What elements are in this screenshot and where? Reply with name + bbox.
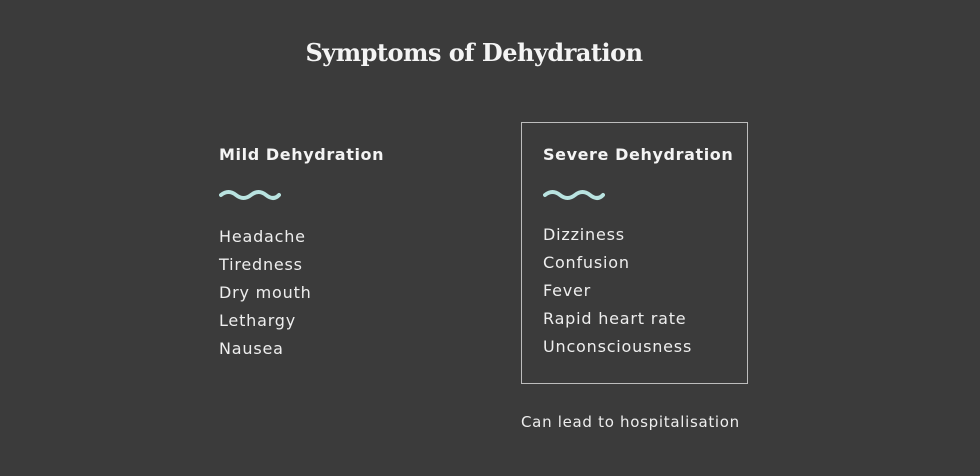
list-item: Fever	[543, 281, 592, 300]
list-item: Confusion	[543, 253, 630, 272]
mild-symptom-list	[219, 223, 384, 363]
wave-icon	[543, 189, 605, 201]
list-item: Dizziness	[543, 225, 625, 244]
list-item: Rapid heart rate	[543, 309, 687, 328]
severe-symptom-list	[543, 221, 733, 361]
list-item: Unconsciousness	[543, 337, 693, 356]
list-item: Nausea	[219, 339, 284, 358]
mild-heading: Mild Dehydration	[219, 145, 385, 164]
list-item: Dry mouth	[219, 283, 312, 302]
page-title: Symptoms of Dehydration	[305, 38, 643, 67]
list-item: Headache	[219, 227, 306, 246]
list-item: Tiredness	[219, 255, 303, 274]
hospitalisation-note: Can lead to hospitalisation	[521, 413, 740, 431]
severe-heading: Severe Dehydration	[543, 145, 734, 164]
list-item: Lethargy	[219, 311, 297, 330]
mild-dehydration-column	[219, 145, 384, 363]
severe-dehydration-column	[543, 145, 733, 361]
wave-icon	[219, 189, 281, 201]
